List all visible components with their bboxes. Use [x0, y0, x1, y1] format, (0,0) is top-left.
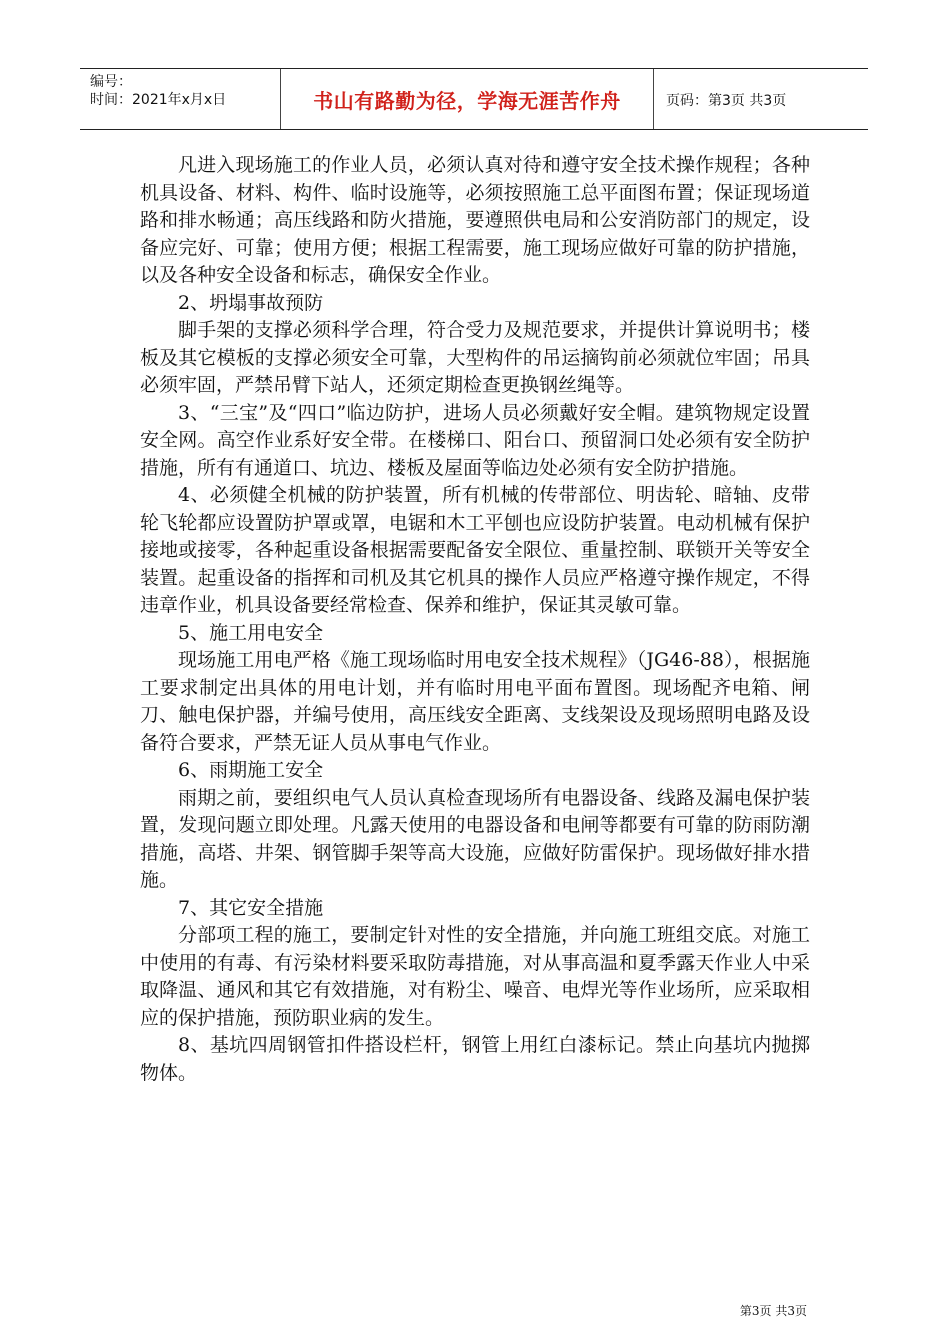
body-paragraph: 8、基坑四周钢管扣件搭设栏杆，钢管上用红白漆标记。禁止向基坑内抛掷物体。: [140, 1034, 810, 1084]
body-paragraph: 雨期之前，要组织电气人员认真检查现场所有电器设备、线路及漏电保护装置，发现问题立即处理。凡露天使用的电器设备和电闸等都要有可靠的防雨防潮措施，高塔、井架、钢管脚手架等高大设施，应做好防雷保护。现场做好排水措施。: [140, 786, 810, 891]
header-page-code: 页码：第3页 共3页: [666, 93, 787, 109]
body-paragraph: 现场施工用电严格《施工现场临时用电安全技术规程》（JG46-88），根据施工要求制定出具体的用电计划，并有临时用电平面布置图。现场配齐电箱、闸刀、触电保护器，并编号使用，高压线安全距离、支线架设及现场照明电路及设备符合要求，严禁无证人员从事电气作业。: [140, 649, 810, 754]
section-heading: 5、施工用电安全: [178, 621, 324, 644]
document-number-label: 编号：: [90, 74, 132, 90]
body-paragraph: 脚手架的支撑必须科学合理，符合受力及规范要求，并提供计算说明书；楼板及其它模板的支撑必须安全可靠，大型构件的吊运摘钩前必须就位牢固；吊具必须牢固，严禁吊臂下站人，还须定期检查更换钢丝绳等。: [140, 319, 810, 396]
page-footer: 第3页 共3页: [739, 1304, 807, 1318]
header-meta-cell: [80, 69, 281, 129]
body-paragraph: 凡进入现场施工的作业人员，必须认真对待和遵守安全技术操作规程；各种机具设备、材料、构件、临时设施等，必须按照施工总平面图布置；保证现场道路和排水畅通；高压线路和防火措施，要遵照供电局和公安消防部门的规定，设备应完好、可靠；使用方便；根据工程需要，施工现场应做好可靠的防护措施，以及各种安全设备和标志，确保安全作业。: [140, 154, 810, 286]
section-heading: 7、其它安全措施: [178, 896, 324, 919]
body-paragraph: 3、“三宝”及“四口”临边防护，进场人员必须戴好安全帽。建筑物规定设置安全网。高空作业系好安全带。在楼梯口、阳台口、预留洞口处必须有安全防护措施，所有有通道口、坑边、楼板及屋面等临边处必须有安全防护措施。: [140, 401, 810, 479]
header-motto: 书山有路勤为径，学海无涯苦作舟: [313, 89, 621, 113]
page-header: [80, 68, 868, 130]
body-paragraph: 分部项工程的施工，要制定针对性的安全措施，并向施工班组交底。对施工中使用的有毒、有污染材料要采取防毒措施，对从事高温和夏季露天作业人中采取降温、通风和其它有效措施，对有粉尘、噪音、电焊光等作业场所，应采取相应的保护措施，预防职业病的发生。: [140, 924, 810, 1029]
section-heading: 6、雨期施工安全: [178, 759, 324, 781]
document-body: [140, 152, 810, 1087]
header-page-cell: [654, 69, 868, 129]
body-paragraph: 4、必须健全机械的防护装置，所有机械的传带部位、明齿轮、暗轴、皮带轮飞轮都应设置防护罩或罩，电锯和木工平刨也应设防护装置。电动机械有保护接地或接零，各种起重设备根据需要配备安全限位、重量控制、联锁开关等安全装置。起重设备的指挥和司机及其它机具的操作人员应严格遵守操作规定，不得违章作业，机具设备要经常检查、保养和维护，保证其灵敏可靠。: [140, 484, 810, 616]
section-heading: 2、坍塌事故预防: [178, 291, 324, 314]
header-motto-cell: [281, 69, 654, 129]
document-date: 时间：2021年x月x日: [90, 92, 227, 108]
